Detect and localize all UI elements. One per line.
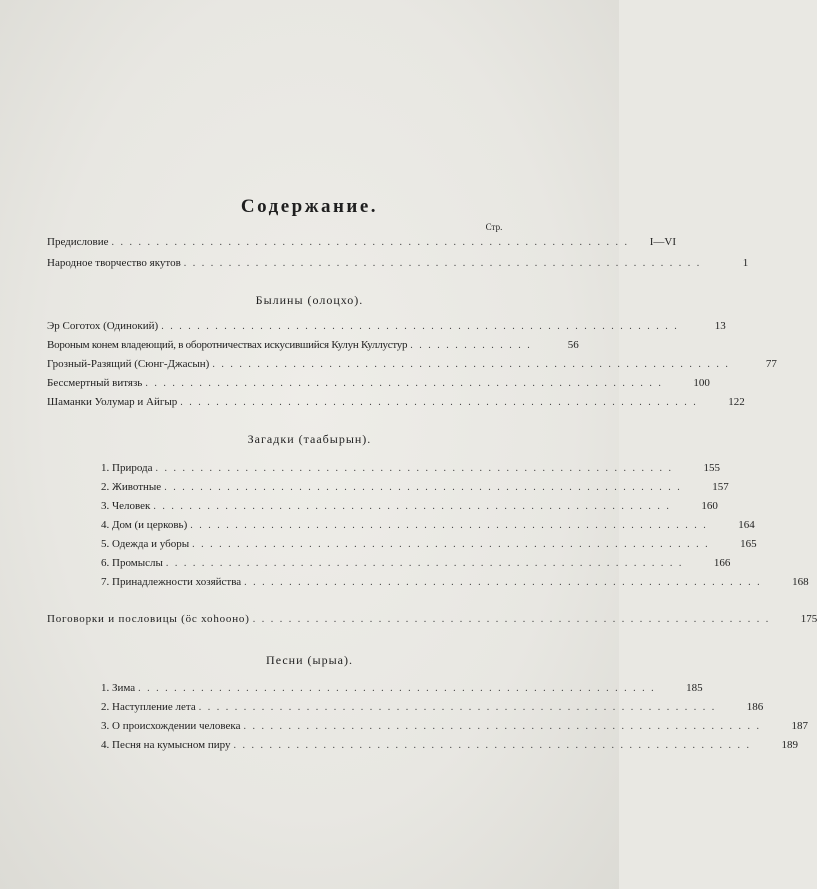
toc-entry[interactable] [101, 480, 729, 494]
toc-entry[interactable] [47, 395, 745, 409]
toc-page-number: 187 [791, 720, 808, 732]
leader-dots: . . . . . . . . . . . . . . . . . . . . . . . . . . . . . . . . . . . . . . . . . . . . . . . . . . . . . . . . . . [165, 558, 684, 569]
leader-dots: . . . . . . . . . . . . . . [410, 340, 532, 351]
toc-page-number: 157 [712, 481, 729, 493]
toc-entry-proverbs[interactable] [47, 612, 817, 626]
toc-page-number: 168 [792, 576, 809, 588]
leader-dots: . . . . . . . . . . . . . . . . . . . . . . . . . . . . . . . . . . . . . . . . . . . . . . . . . . . . . . . . . . [183, 258, 702, 269]
toc-entry-label: 3. О происхождении человека [101, 720, 241, 732]
leader-dots: . . . . . . . . . . . . . . . . . . . . . . . . . . . . . . . . . . . . . . . . . . . . . . . . . . . . . . . . . . [233, 740, 751, 751]
toc-entry[interactable] [47, 376, 710, 390]
leader-dots: . . . . . . . . . . . . . . . . . . . . . . . . . . . . . . . . . . . . . . . . . . . . . . . . . . . . . . . . . . [153, 501, 671, 512]
contents-title: Содержание. [240, 196, 379, 217]
toc-entry-label: 1. Природа [101, 462, 153, 474]
toc-entry[interactable] [47, 357, 777, 371]
toc-page-number: 165 [740, 538, 757, 550]
toc-entry-label: Грозный-Разящий (Сюнг-Джасын) [47, 358, 210, 370]
leader-dots: . . . . . . . . . . . . . . . . . . . . . . . . . . . . . . . . . . . . . . . . . . . . . . . . . . . . . . . . . . [243, 721, 761, 732]
toc-entry-label: 2. Животные [101, 481, 162, 493]
leader-dots: . . . . . . . . . . . . . . . . . . . . . . . . . . . . . . . . . . . . . . . . . . . . . . . . . . . . . . . . . . [252, 614, 771, 625]
toc-entry[interactable] [101, 738, 798, 752]
toc-page-number: 186 [746, 701, 764, 713]
toc-entry-label: Предисловие [47, 236, 109, 248]
toc-entry-folk-art[interactable] [47, 256, 749, 270]
toc-entry-label: Вороным конем владеющий, в оборотничествах искусившийся Кулун Куллустур [47, 339, 408, 351]
toc-entry[interactable] [101, 700, 764, 714]
leader-dots: . . . . . . . . . . . . . . . . . . . . . . . . . . . . . . . . . . . . . . . . . . . . . . . . . . . . . . . . . . [164, 482, 682, 493]
toc-entry[interactable] [101, 518, 755, 532]
leader-dots: . . . . . . . . . . . . . . . . . . . . . . . . . . . . . . . . . . . . . . . . . . . . . . . . . . . . . . . . . . [244, 577, 762, 588]
toc-entry-label: Эр Соготох (Одинокий) [47, 320, 159, 332]
leader-dots: . . . . . . . . . . . . . . . . . . . . . . . . . . . . . . . . . . . . . . . . . . . . . . . . . . . . . . . . . . [180, 397, 698, 408]
section-heading-zagadki: Загадки (таабырын). [247, 432, 372, 446]
leader-dots: . . . . . . . . . . . . . . . . . . . . . . . . . . . . . . . . . . . . . . . . . . . . . . . . . . . . . . . . . . [111, 237, 629, 248]
toc-entry-label: 4. Дом (и церковь) [101, 519, 188, 531]
toc-page-number: I—VI [649, 236, 676, 248]
toc-entry[interactable] [47, 319, 726, 333]
toc-entry-label: Народное творчество якутов [47, 257, 181, 269]
toc-entry-label: Поговорки и пословицы (ӧс хоһооно) [47, 613, 250, 625]
leader-dots: . . . . . . . . . . . . . . . . . . . . . . . . . . . . . . . . . . . . . . . . . . . . . . . . . . . . . . . . . . [138, 683, 656, 694]
toc-entry-label: 2. Наступление лета [101, 701, 196, 713]
toc-page-number: 155 [703, 462, 720, 474]
toc-entry-label: Шаманки Уолумар и Айгыр [47, 396, 178, 408]
leader-dots: . . . . . . . . . . . . . . . . . . . . . . . . . . . . . . . . . . . . . . . . . . . . . . . . . . . . . . . . . . [161, 321, 679, 332]
page-column-header: Стр. [485, 222, 503, 232]
toc-page-number: 1 [742, 257, 749, 269]
toc-entry-label: 6. Промыслы [101, 557, 163, 569]
toc-entry[interactable] [101, 537, 757, 551]
toc-entry[interactable] [101, 575, 809, 589]
toc-page-number: 56 [567, 339, 579, 351]
leader-dots: . . . . . . . . . . . . . . . . . . . . . . . . . . . . . . . . . . . . . . . . . . . . . . . . . . . . . . . . . . [198, 702, 717, 713]
toc-entry-label: 1. Зима [101, 682, 136, 694]
toc-entry[interactable] [47, 338, 579, 352]
toc-entry[interactable] [101, 461, 720, 475]
leader-dots: . . . . . . . . . . . . . . . . . . . . . . . . . . . . . . . . . . . . . . . . . . . . . . . . . . . . . . . . . . [145, 378, 663, 389]
toc-entry-label: 3. Человек [101, 500, 151, 512]
toc-page-number: 160 [701, 500, 718, 512]
toc-entry-label: 4. Песня на кумысном пиру [101, 739, 231, 751]
leader-dots: . . . . . . . . . . . . . . . . . . . . . . . . . . . . . . . . . . . . . . . . . . . . . . . . . . . . . . . . . . [155, 463, 673, 474]
toc-entry-label: 5. Одежда и уборы [101, 538, 190, 550]
toc-page-number: 77 [765, 358, 777, 370]
toc-entry-label: 7. Принадлежности хозяйства [101, 576, 242, 588]
toc-entry[interactable] [101, 719, 808, 733]
toc-entry-label: Бессмертный витязь [47, 377, 143, 389]
leader-dots: . . . . . . . . . . . . . . . . . . . . . . . . . . . . . . . . . . . . . . . . . . . . . . . . . . . . . . . . . . [192, 539, 710, 550]
toc-page-number: 122 [728, 396, 745, 408]
leader-dots: . . . . . . . . . . . . . . . . . . . . . . . . . . . . . . . . . . . . . . . . . . . . . . . . . . . . . . . . . . [190, 520, 708, 531]
toc-page-number: 166 [713, 557, 731, 569]
toc-page-number: 175 [800, 613, 817, 625]
toc-page-number: 100 [693, 377, 710, 389]
toc-page-number: 13 [714, 320, 726, 332]
toc-entry[interactable] [101, 499, 718, 513]
section-heading-byliny: Былины (олоцхо). [255, 293, 364, 307]
section-heading-pesni: Песни (ырыа). [266, 653, 353, 667]
toc-entry[interactable] [101, 556, 731, 570]
leader-dots: . . . . . . . . . . . . . . . . . . . . . . . . . . . . . . . . . . . . . . . . . . . . . . . . . . . . . . . . . . [212, 359, 730, 370]
toc-page-number: 185 [686, 682, 703, 694]
toc-entry[interactable] [101, 681, 703, 695]
toc-entry-preface[interactable] [47, 235, 676, 249]
toc-page-number: 189 [781, 739, 798, 751]
toc-page-number: 164 [738, 519, 755, 531]
